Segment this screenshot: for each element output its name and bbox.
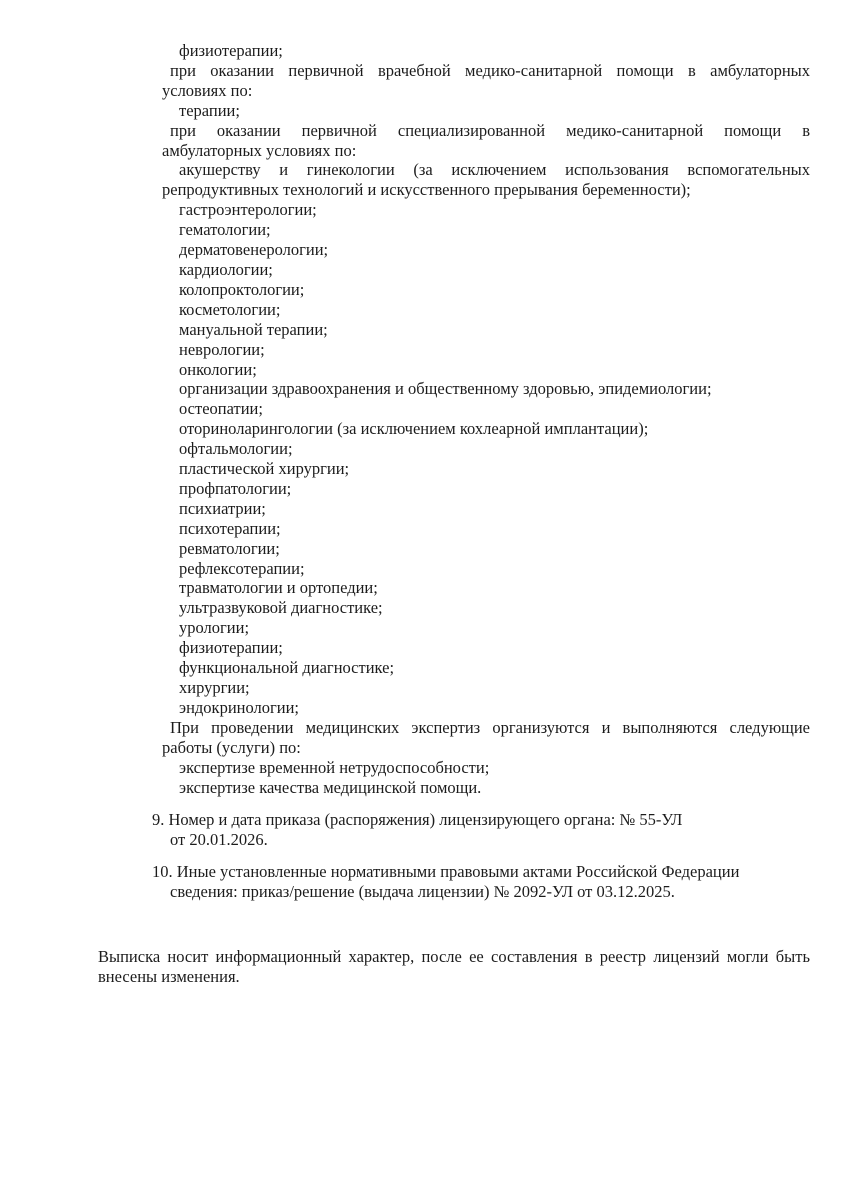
doc-line: рефлексотерапии; — [179, 558, 305, 578]
doc-line: остеопатии; — [179, 399, 263, 419]
doc-line: эндокринологии; — [179, 697, 300, 717]
doc-line: сведения: приказ/решение (выдача лицензии) № 2092-УЛ от 03.12.2025. — [170, 882, 675, 902]
disclaimer-note — [98, 947, 810, 987]
doc-line: ревматологии; — [179, 538, 280, 558]
doc-line: психиатрии; — [179, 498, 266, 518]
doc-line: онкологии; — [179, 359, 257, 379]
doc-line: от 20.01.2026. — [170, 830, 268, 850]
doc-line: гематологии; — [179, 220, 271, 240]
doc-line: ультразвуковой диагностике; — [179, 598, 383, 618]
doc-line: офтальмологии; — [179, 439, 293, 459]
doc-line: экспертизе временной нетрудоспособности; — [179, 757, 490, 777]
doc-line: гастроэнтерологии; — [179, 200, 317, 220]
doc-line: урологии; — [179, 618, 250, 638]
doc-line: мануальной терапии; — [179, 319, 328, 339]
doc-line: работы (услуги) по: — [162, 737, 301, 757]
order-number-item-9 — [152, 810, 810, 850]
doc-line: косметологии; — [179, 299, 281, 319]
doc-line: При проведении медицинских экспертиз организуются и выполняются следующие — [170, 717, 810, 737]
doc-line: неврологии; — [179, 339, 265, 359]
other-info-item-10 — [152, 862, 810, 902]
doc-line: психотерапии; — [179, 518, 281, 538]
doc-line: амбулаторных условиях по: — [162, 140, 357, 160]
doc-line: организации здравоохранения и общественному здоровью, эпидемиологии; — [179, 379, 712, 399]
doc-line: физиотерапии; — [179, 638, 283, 658]
doc-line: пластической хирургии; — [179, 459, 350, 479]
doc-line: дерматовенерологии; — [179, 240, 329, 260]
doc-line: репродуктивных технологий и искусственного прерывания беременности); — [162, 180, 691, 200]
doc-line: кардиологии; — [179, 259, 273, 279]
doc-line: 10. Иные установленные нормативными правовыми актами Российской Федерации — [152, 862, 740, 882]
doc-line: терапии; — [179, 100, 240, 120]
doc-line: 9. Номер и дата приказа (распоряжения) лицензирующего органа: № 55-УЛ — [152, 810, 683, 830]
doc-line: физиотерапии; — [179, 41, 283, 60]
doc-line: внесены изменения. — [98, 966, 240, 986]
doc-line: оториноларингологии (за исключением кохлеарной имплантации); — [179, 419, 649, 439]
doc-line: хирургии; — [179, 678, 250, 697]
doc-line: функциональной диагностике; — [179, 658, 395, 678]
license-works-services-section — [162, 41, 810, 797]
doc-line: травматологии и ортопедии; — [179, 578, 378, 598]
doc-line: акушерству и гинекологии (за исключением использования вспомогательных — [179, 160, 810, 180]
doc-line: колопроктологии; — [179, 279, 305, 299]
doc-line: экспертизе качества медицинской помощи. — [179, 777, 482, 797]
doc-line: при оказании первичной врачебной медико-санитарной помощи в амбулаторных — [170, 60, 810, 80]
doc-line: Выписка носит информационный характер, после ее составления в реестр лицензий могли быть — [98, 947, 810, 967]
doc-line: условиях по: — [162, 80, 253, 100]
doc-line: профпатологии; — [179, 478, 292, 498]
doc-line: при оказании первичной специализированной медико-санитарной помощи в — [170, 120, 810, 140]
